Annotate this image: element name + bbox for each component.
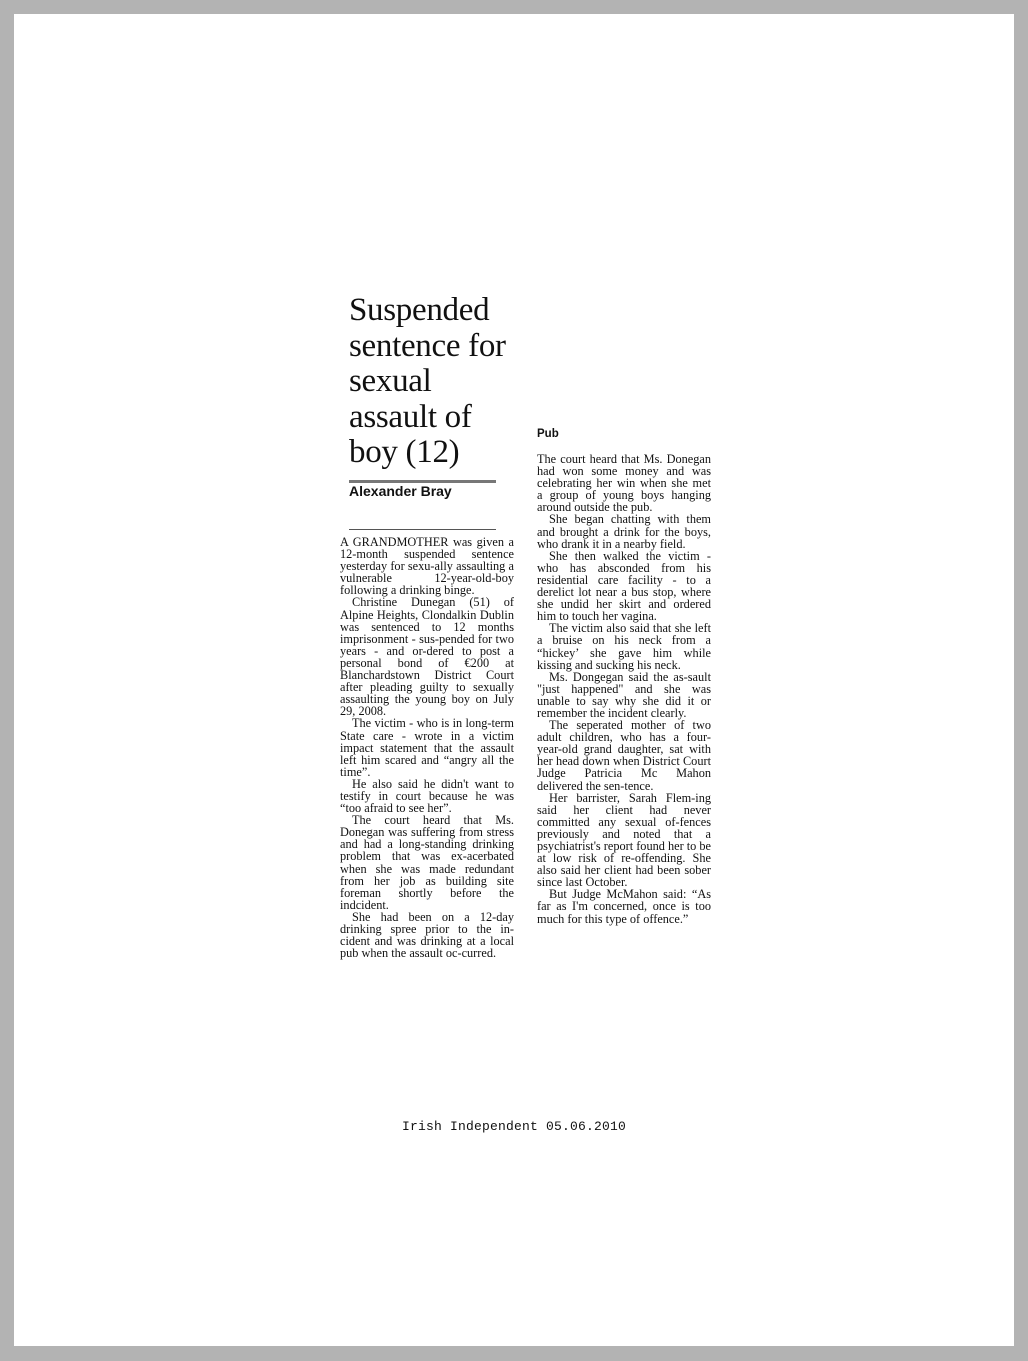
paragraph: She began chatting with them and brought a drink for the boys, who drank it in a nearby field. [537, 512, 711, 551]
paragraph: The court heard that Ms. Donegan was suffering from stress and had a long-standing drinking problem that was ex-acerbated when she was made redundant from her job as building site foreman shortly before the indcident. [340, 813, 514, 912]
byline: Alexander Bray [349, 483, 452, 499]
paragraph: She then walked the victim - who has absconded from his residential care facility - to a derelict lot near a bus stop, where she undid her skirt and ordered him to touch her vagina. [537, 548, 711, 624]
article-column-left [340, 536, 514, 959]
article-column-right [537, 427, 711, 925]
paragraph: The victim - who is in long-term State care - wrote in a victim impact statement that the assault left him scared and “angry all the time”. [340, 716, 514, 779]
paragraph: She had been on a 12-day drinking spree prior to the in-cident and was drinking at a local pub when the assault oc-curred. [340, 909, 514, 961]
paragraph: The court heard that Ms. Donegan had won some money and was celebrating her win when she met a group of young boys hanging around outside the pub. [537, 452, 711, 515]
paragraph: But Judge McMahon said: “As far as I'm concerned, once is too much for this type of offence.” [537, 887, 711, 926]
headline: Suspended sentence for sexual assault of boy (12) [349, 292, 506, 470]
paragraph: The victim also said that she left a bruise on his neck from a “hickey’ she gave him while kissing and sucking his neck. [537, 621, 711, 672]
page-sheet [14, 14, 1014, 1346]
paragraph: Ms. Dongegan said the as-sault "just happened" and she was unable to say why she did it or remember the incident clearly. [537, 669, 711, 720]
newspaper-clipping [340, 279, 711, 1009]
source-caption: Irish Independent 05.06.2010 [401, 1119, 627, 1134]
paragraph: The seperated mother of two adult children, who has a four-year-old grand daughter, sat with her head down when District Court Judge Patricia Mc Mahon delivered the sen-tence. [537, 718, 711, 793]
paragraph: Christine Dunegan (51) of Alpine Heights, Clondalkin Dublin was sentenced to 12 months imprisonment - sus-pended for two years - and or-dered to post a personal bond of €200 at Blanchardstown District Court after pleading guilty to sexually assaulting the young boy on July 29, 2008. [340, 595, 514, 719]
paragraph: He also said he didn't want to testify in court because he was “too afraid to see her”. [340, 776, 514, 816]
byline-divider [349, 529, 496, 530]
paragraph: A GRANDMOTHER was given a 12-month suspended sentence yesterday for sexu-ally assaulting a vulnerable 12-year-old-boy following a drinking binge. [340, 535, 514, 598]
paragraph: Her barrister, Sarah Flem-ing said her client had never committed any sexual of-fences previously and noted that a psychiatrist's report found her to be at low risk of re-offending. She also said her client had been sober since last October. [537, 790, 711, 890]
subheading: Pub [537, 428, 559, 440]
